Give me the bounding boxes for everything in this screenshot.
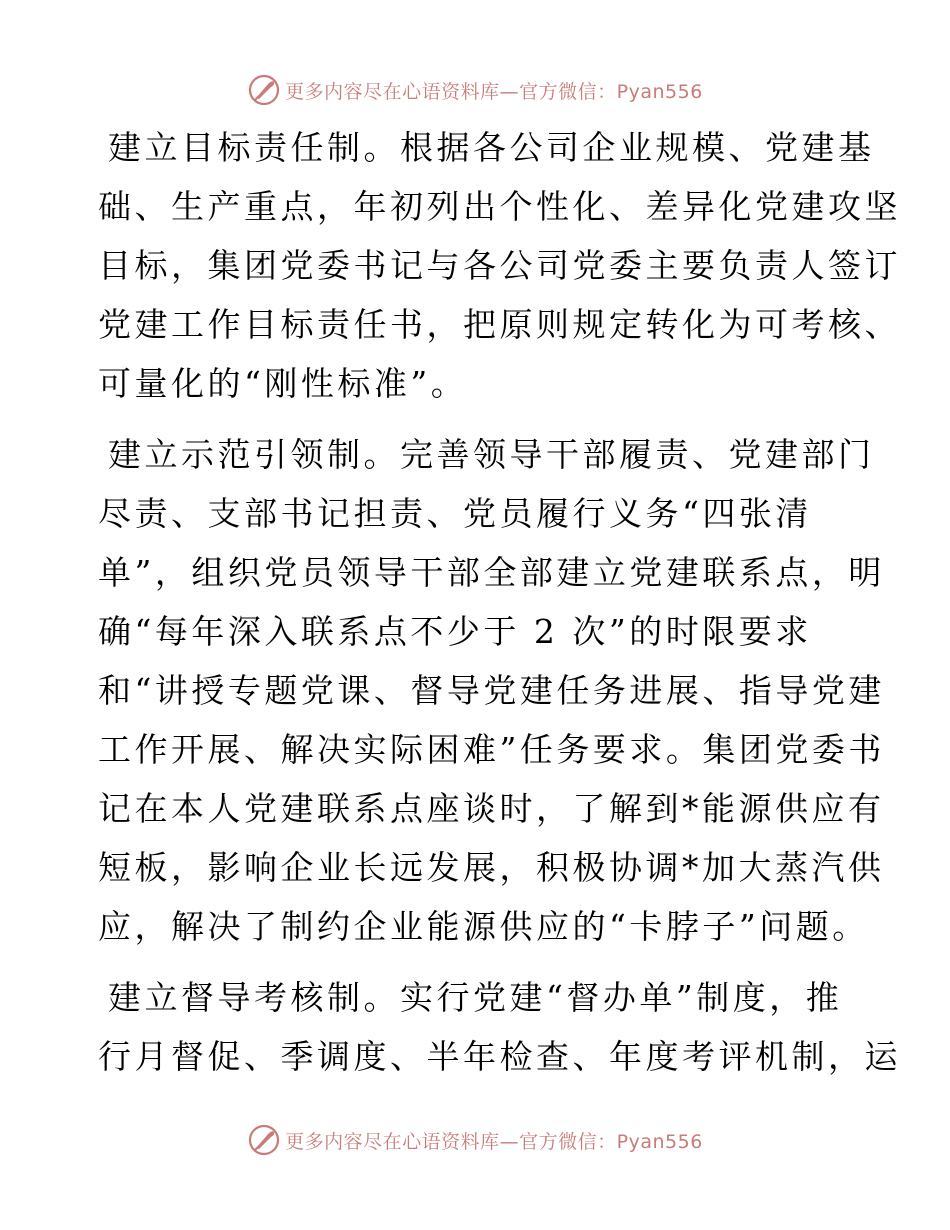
text-line: 单”，组织党员领导干部全部建立党建联系点，明 <box>98 553 885 592</box>
paragraph <box>98 118 901 413</box>
text-line: 确“每年深入联系点不少于 2 次”的时限要求 <box>98 612 812 651</box>
text-line: 工作开展、解决实际困难”任务要求。集团党委书 <box>98 730 885 769</box>
paragraph <box>98 425 885 956</box>
text-line: 建立目标责任制。根据各公司企业规模、党建基 <box>108 128 875 167</box>
text-line: 建立督导考核制。实行党建“督办单”制度，推 <box>108 978 843 1017</box>
watermark-text: 更多内容尽在心语资料库—官方微信：Pyan556 <box>285 80 703 103</box>
paragraph <box>98 968 901 1086</box>
text-line: 可量化的“刚性标准”。 <box>98 364 468 403</box>
text-line: 尽责、支部书记担责、党员履行义务“四张清 <box>98 494 812 533</box>
text-line: 行月督促、季调度、半年检查、年度考评机制，运 <box>98 1037 901 1076</box>
text-line: 短板，影响企业长远发展，积极协调*加大蒸汽供 <box>98 848 885 887</box>
text-line: 础、生产重点，年初列出个性化、差异化党建攻坚 <box>98 187 901 226</box>
text-line: 党建工作目标责任书，把原则规定转化为可考核、 <box>98 305 901 344</box>
quill-logo-icon <box>247 73 281 107</box>
text-line: 应，解决了制约企业能源供应的“卡脖子”问题。 <box>98 907 869 946</box>
text-line: 记在本人党建联系点座谈时，了解到*能源供应有 <box>98 789 885 828</box>
text-line: 和“讲授专题党课、督导党建任务进展、指导党建 <box>98 671 885 710</box>
text-line: 目标，集团党委书记与各公司党委主要负责人签订 <box>98 246 901 285</box>
text-line: 建立示范引领制。完善领导干部履责、党建部门 <box>108 435 875 474</box>
header-watermark <box>0 70 950 110</box>
quill-logo-icon <box>247 1123 281 1157</box>
watermark-text: 更多内容尽在心语资料库—官方微信：Pyan556 <box>285 1130 703 1153</box>
document-body <box>98 118 901 1086</box>
footer-watermark <box>0 1120 950 1160</box>
